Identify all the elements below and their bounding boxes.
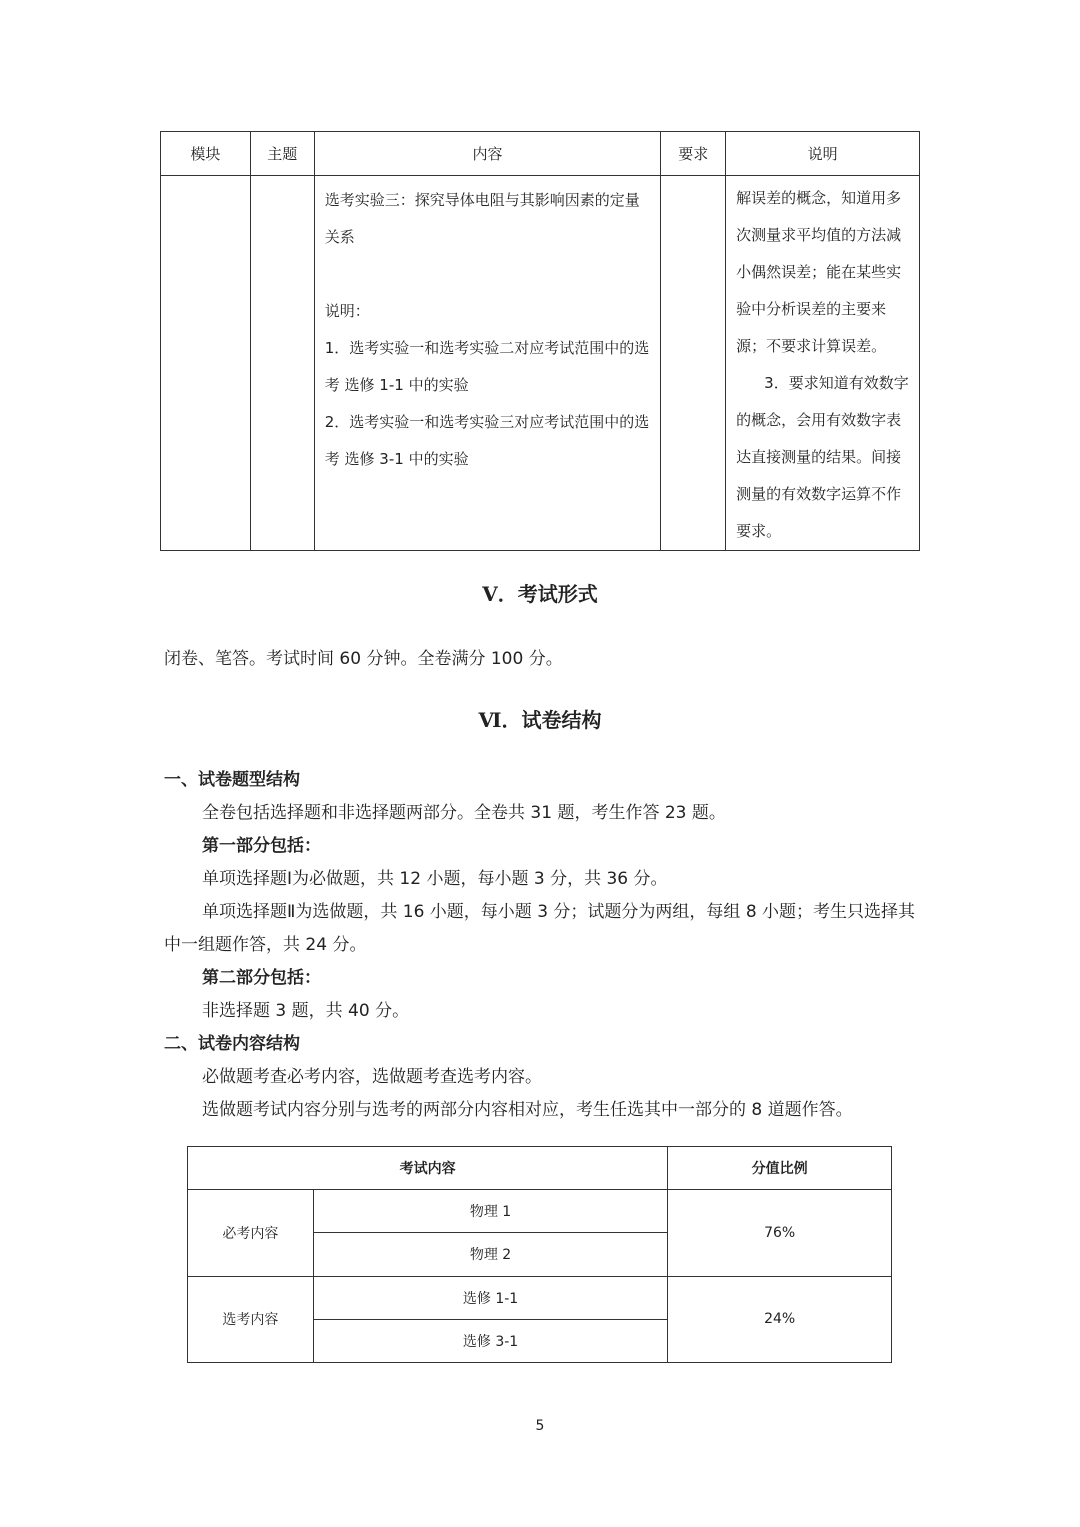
content-cell	[314, 176, 660, 551]
table-header-row	[161, 132, 920, 176]
section-v-title: Ⅴ．考试形式	[482, 582, 598, 606]
paragraph: 选做题考试内容分别与选考的两部分内容相对应，考生任选其中一部分的 8 道题作答。	[202, 1100, 853, 1120]
content-line: 2．选考实验一和选考实验三对应考试范围中的选考 选修 3-1 中的实验	[324, 413, 650, 468]
header-requirement: 要求	[661, 132, 726, 176]
page-number: 5	[535, 1418, 545, 1434]
header-content: 内容	[314, 132, 660, 176]
note-paragraph: 3．要求知道有效数字的概念，会用有效数字表达直接测量的结果。间接测量的有效数字运算不作要求。	[736, 374, 909, 540]
paragraph: 单项选择题Ⅰ为必做题，共 12 小题，每小题 3 分，共 36 分。	[202, 869, 668, 889]
content-line: 选考实验三：探究导体电阻与其影响因素的定量关系	[324, 191, 640, 246]
part-title: 第二部分包括：	[202, 968, 321, 988]
table-row	[188, 1276, 892, 1319]
part-title: 第一部分包括：	[202, 836, 321, 856]
table-row	[188, 1190, 892, 1233]
header-exam-content: 考试内容	[188, 1147, 668, 1190]
subsection-title: 一、试卷题型结构	[164, 770, 300, 790]
content-line: 说明：	[324, 302, 370, 320]
paragraph: 单项选择题Ⅱ为选做题，共 16 小题，每小题 3 分；试题分为两组，每组 8 小题；考生只选择其中一组题作答，共 24 分。	[164, 902, 916, 955]
section-vi-title: Ⅵ．试卷结构	[478, 708, 602, 732]
paragraph: 全卷包括选择题和非选择题两部分。全卷共 31 题，考生作答 23 题。	[202, 803, 726, 823]
header-topic: 主题	[250, 132, 314, 176]
ratio-cell: 76%	[668, 1190, 892, 1277]
requirement-cell	[661, 176, 726, 551]
note-cell	[726, 176, 920, 551]
header-score-ratio: 分值比例	[668, 1147, 892, 1190]
item-cell: 选修 3-1	[313, 1319, 667, 1362]
header-note: 说明	[726, 132, 920, 176]
item-cell: 选修 1-1	[313, 1276, 667, 1319]
table-row	[161, 176, 920, 551]
section-vi-body	[164, 764, 924, 1127]
item-cell: 物理 2	[313, 1233, 667, 1276]
score-ratio-table	[187, 1146, 892, 1363]
section-v-body: 闭卷、笔答。考试时间 60 分钟。全卷满分 100 分。	[164, 649, 563, 669]
item-cell: 物理 1	[313, 1190, 667, 1233]
content-line: 1．选考实验一和选考实验二对应考试范围中的选考 选修 1-1 中的实验	[324, 339, 650, 394]
paragraph: 必做题考查必考内容，选做题考查选考内容。	[202, 1067, 542, 1087]
paragraph: 非选择题 3 题，共 40 分。	[202, 1001, 410, 1021]
requirements-table	[160, 131, 920, 551]
group-name: 选考内容	[188, 1276, 314, 1363]
table-header-row	[188, 1147, 892, 1190]
subsection-title: 二、试卷内容结构	[164, 1034, 300, 1054]
group-name: 必考内容	[188, 1190, 314, 1277]
module-cell	[161, 176, 251, 551]
ratio-cell: 24%	[668, 1276, 892, 1363]
topic-cell	[250, 176, 314, 551]
header-module: 模块	[161, 132, 251, 176]
note-paragraph: 解误差的概念，知道用多次测量求平均值的方法减小偶然误差；能在某些实验中分析误差的主要来源；不要求计算误差。	[736, 189, 902, 355]
